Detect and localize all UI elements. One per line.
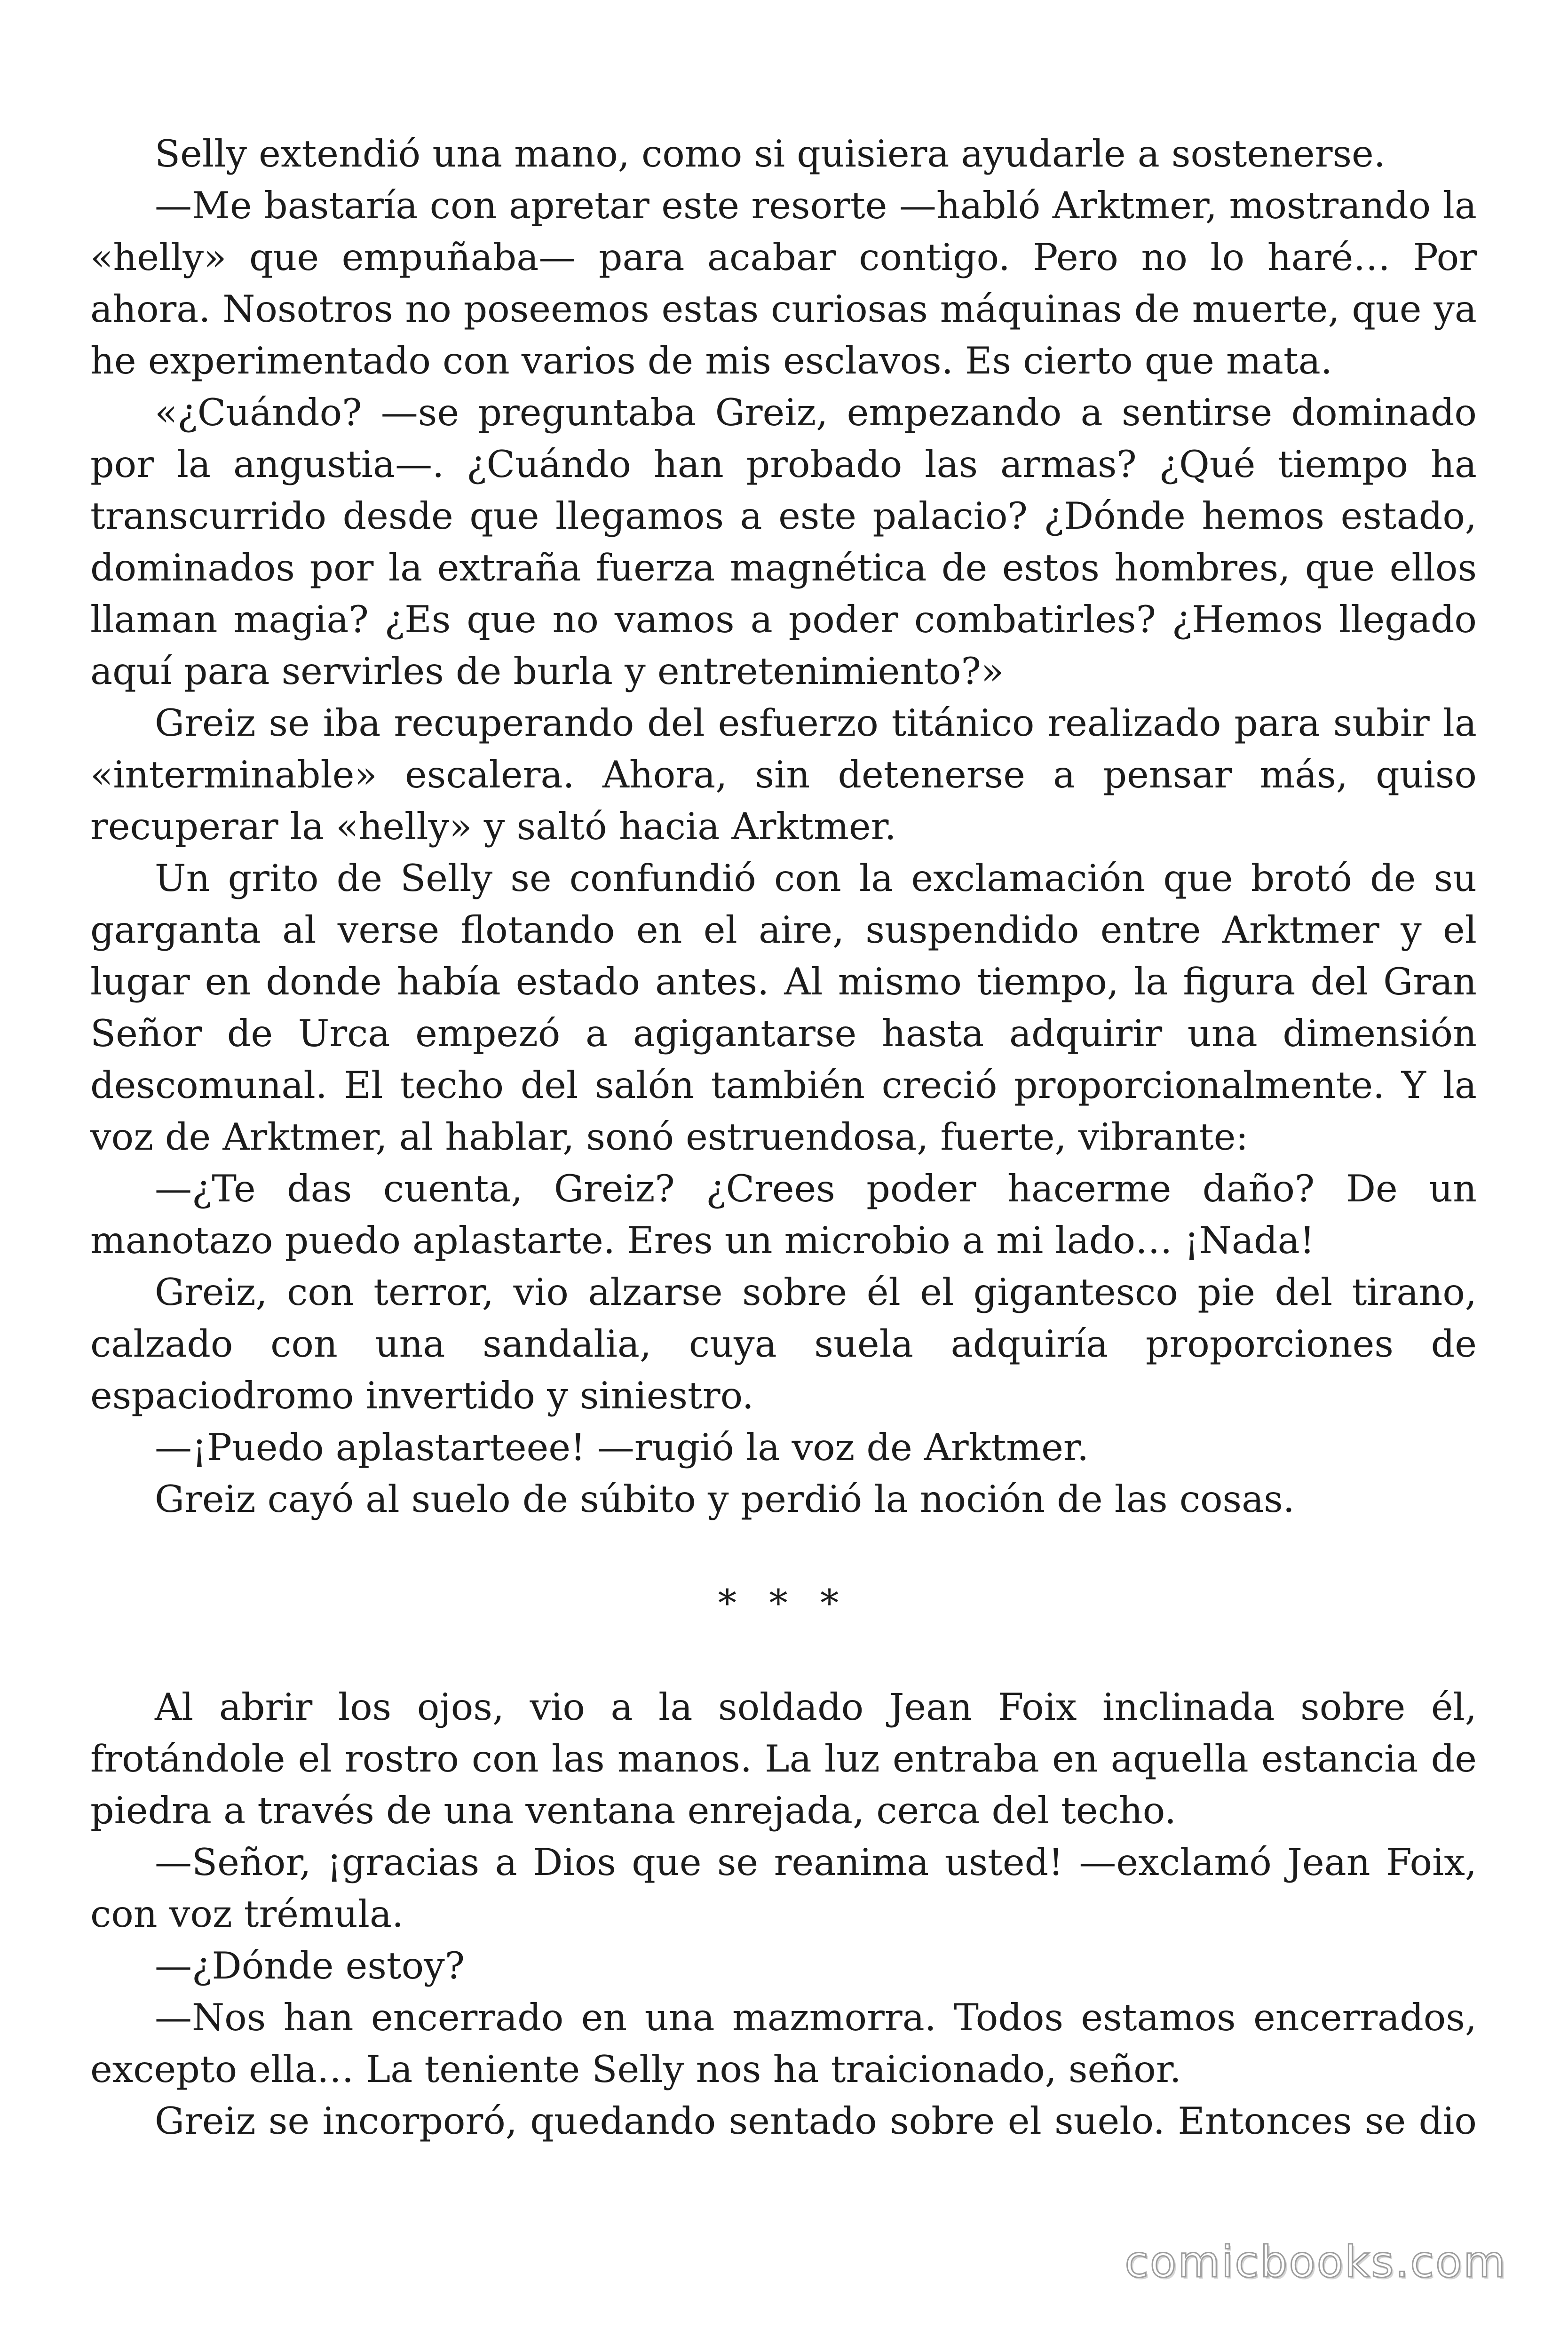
paragraph: —¿Te das cuenta, Greiz? ¿Crees poder hacerme daño? De un manotazo puedo aplastarte. Eres un microbio a mi lado… ¡Nada! xyxy=(90,1167,1477,1262)
paragraph: Al abrir los ojos, vio a la soldado Jean Foix inclinada sobre él, frotándole el rostro con las manos. La luz entraba en aquella estancia de piedra a través de una ventana enrejada, cerca del techo. xyxy=(90,1685,1477,1832)
paragraph: —Nos han encerrado en una mazmorra. Todos estamos encerrados, excepto ella… La teniente Selly nos ha traicionado, señor. xyxy=(90,1996,1477,2091)
paragraph: Selly extendió una mano, como si quisiera ayudarle a sostenerse. xyxy=(155,132,1386,175)
paragraph: —Me bastaría con apretar este resorte —habló Arktmer, mostrando la «helly» que empuñaba— para acabar contigo. Pero no lo haré… Por ahora. Nosotros no poseemos estas curiosas máquinas de muerte, que ya he experimentado con varios de mis esclavos. Es cierto que mata. xyxy=(90,184,1477,382)
paragraph: —Señor, ¡gracias a Dios que se reanima usted! —exclamó Jean Foix, con voz trémula. xyxy=(90,1841,1477,1936)
paragraph: Greiz, con terror, vio alzarse sobre él el gigantesco pie del tirano, calzado con una sandalia, cuya suela adquiría proporciones de espaciodromo invertido y siniestro. xyxy=(90,1271,1477,1417)
page-text xyxy=(90,128,1477,2147)
paragraph: Greiz se iba recuperando del esfuerzo titánico realizado para subir la «interminable» escalera. Ahora, sin detenerse a pensar más, quiso recuperar la «helly» y saltó hacia Arktmer. xyxy=(90,701,1477,848)
paragraph: «¿Cuándo? —se preguntaba Greiz, empezando a sentirse dominado por la angustia—. ¿Cuándo han probado las armas? ¿Qué tiempo ha transcurrido desde que llegamos a este palacio? ¿Dónde hemos estado, dominados por la extraña fuerza magnética de estos hombres, que ellos llaman magia? ¿Es que no vamos a poder combatirles? ¿Hemos llegado aquí para servirles de burla y entretenimiento?» xyxy=(90,391,1477,693)
paragraph: Greiz se incorporó, quedando sentado sobre el suelo. Entonces se dio xyxy=(155,2099,1477,2143)
paragraph: Un grito de Selly se confundió con la exclamación que brotó de su garganta al verse flotando en el aire, suspendido entre Arktmer y el lugar en donde había estado antes. Al mismo tiempo, la figura del Gran Señor de Urca empezó a agigantarse hasta adquirir una dimensión descomunal. El techo del salón también creció proporcionalmente. Y la voz de Arktmer, al hablar, sonó estruendosa, fuerte, vibrante: xyxy=(90,857,1477,1159)
paragraph: Greiz cayó al suelo de súbito y perdió la noción de las cosas. xyxy=(155,1478,1295,1521)
paragraph: —¿Dónde estoy? xyxy=(155,1944,465,1987)
site-watermark: comicbooks.com xyxy=(1125,2237,1507,2287)
section-separator: * * * xyxy=(718,1581,849,1625)
paragraph: —¡Puedo aplastarteee! —rugió la voz de Arktmer. xyxy=(155,1426,1089,1469)
